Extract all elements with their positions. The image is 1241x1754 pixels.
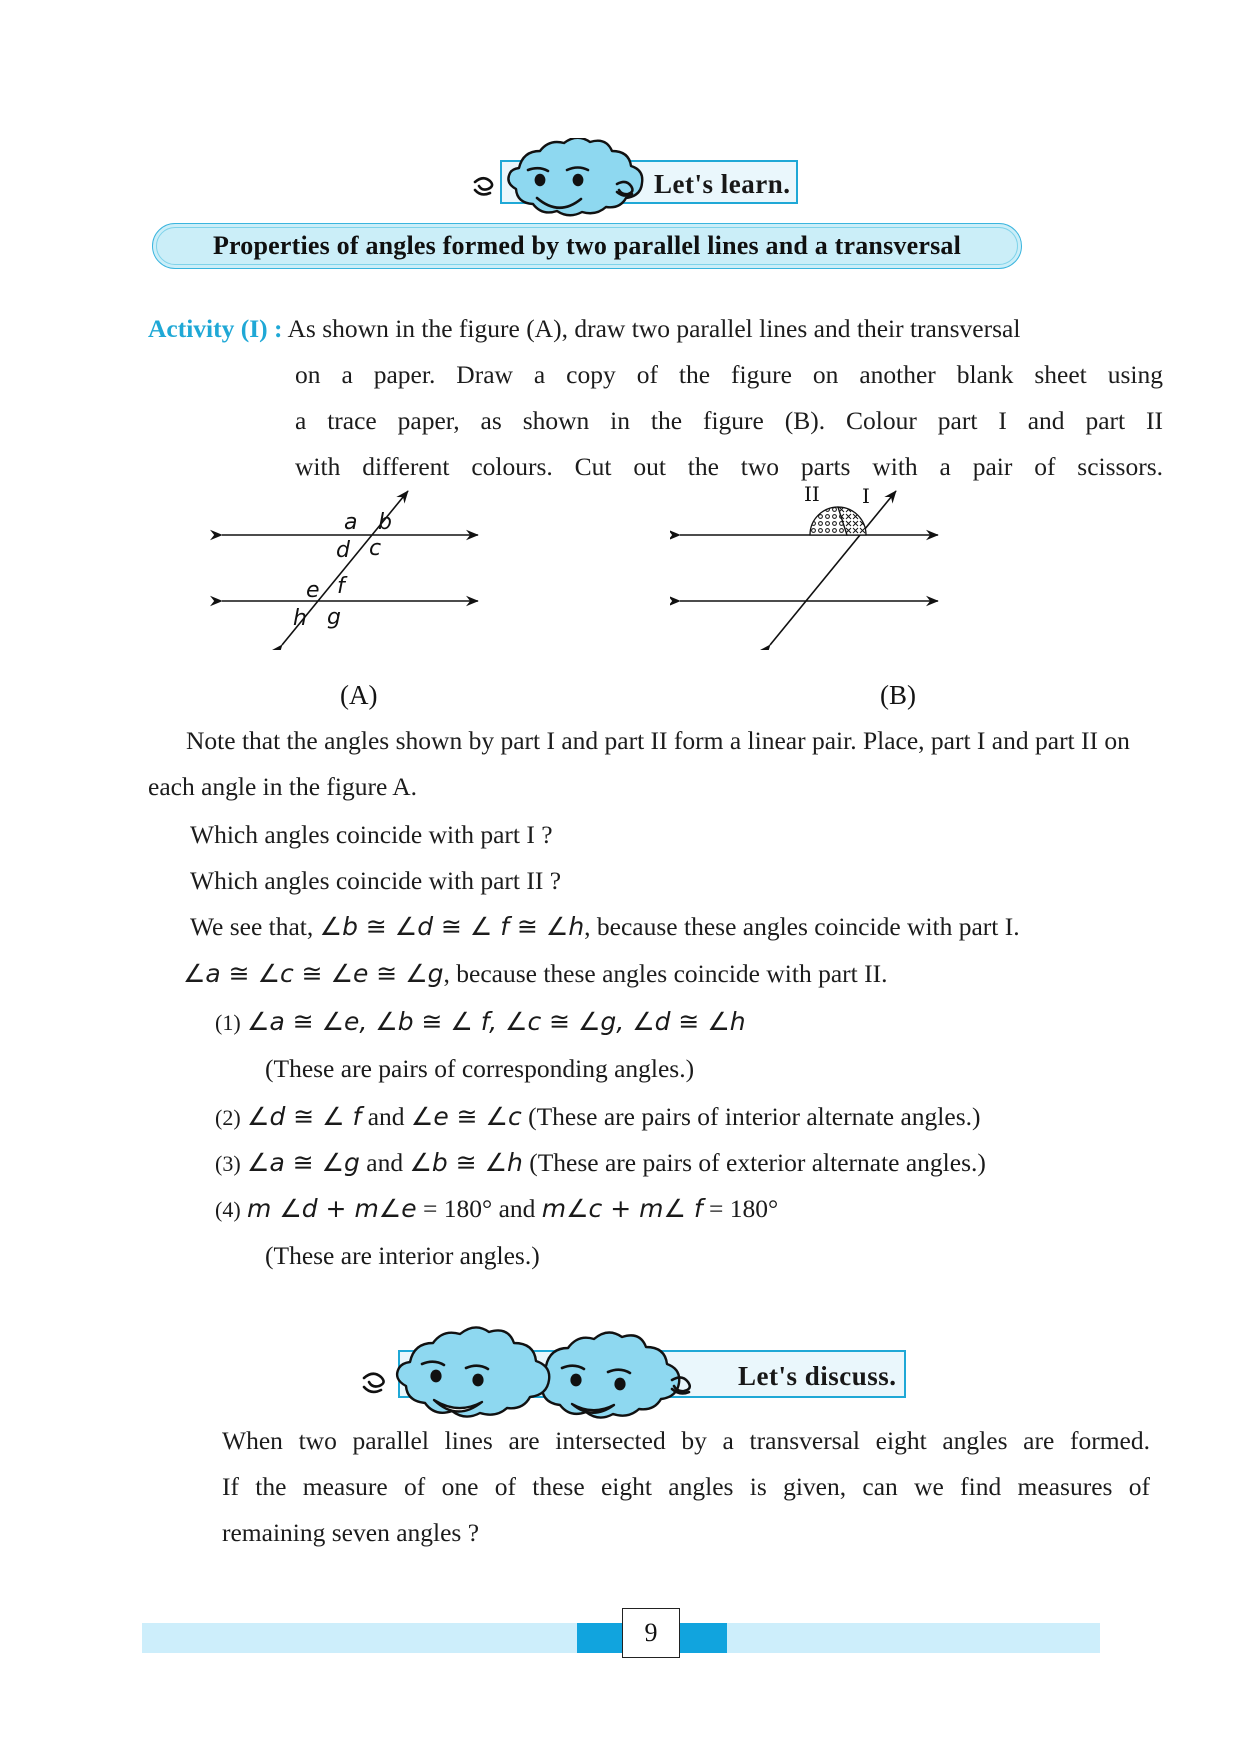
angle-label-g: g — [327, 605, 341, 630]
item-4-conjunction: and — [492, 1194, 542, 1223]
list-item-4-note: (These are interior angles.) — [265, 1241, 540, 1270]
angle-label-f: f — [337, 574, 345, 599]
item-4-math-a: m ∠d + m∠e — [247, 1194, 417, 1223]
section-title-text: Properties of angles formed by two parallel lines and a transversal — [212, 231, 962, 260]
we-see-statement-2 — [183, 951, 887, 997]
angle-label-h: h — [293, 606, 307, 631]
list-item-3 — [215, 1141, 986, 1186]
closing-paragraph-line-3: remaining seven angles ? — [222, 1518, 480, 1547]
closing-paragraph-line-2: If the measure of one of these eight angles is given, can we find measures of — [222, 1472, 1150, 1501]
closing-paragraph-line-1: When two parallel lines are intersected by a transversal eight angles are formed. — [222, 1426, 1150, 1455]
item-4-equals-b: = 180° — [702, 1194, 779, 1223]
lets-discuss-banner — [398, 1350, 906, 1398]
we-see-chain-2: ∠a ≅ ∠c ≅ ∠e ≅ ∠g — [183, 959, 444, 988]
cloud-character-icon — [457, 138, 657, 234]
item-3-conjunction: and — [359, 1148, 410, 1177]
question-part-i: Which angles coincide with part I ? — [190, 820, 553, 849]
angle-label-c: c — [369, 536, 382, 561]
note-paragraph: Note that the angles shown by part I and part II form a linear pair. Place, part I and part II on each angle in the figure A. — [148, 726, 1130, 801]
item-2-math-b: ∠e ≅ ∠c — [410, 1102, 522, 1131]
angle-label-d: d — [336, 538, 350, 563]
list-item-1-note: (These are pairs of corresponding angles.) — [265, 1054, 695, 1083]
item-4-equals-a: = 180° — [416, 1194, 493, 1223]
figure-b-traced-parts-diagram — [670, 485, 980, 650]
list-item-1 — [215, 1000, 746, 1045]
item-2-tail: (These are pairs of interior alternate angles.) — [521, 1102, 981, 1131]
we-see-reason-2: , because these angles coincide with part II. — [443, 959, 888, 988]
item-1-number: (1) — [215, 1010, 241, 1035]
part-label-I: I — [862, 485, 870, 508]
figure-b-caption: (B) — [880, 680, 916, 710]
lets-learn-banner — [500, 160, 798, 204]
activity-paragraph-line-4: with different colours. Cut out the two parts with a pair of scissors. — [295, 452, 1163, 481]
angle-label-e: e — [306, 578, 320, 603]
item-3-tail: (These are pairs of exterior alternate angles.) — [522, 1148, 986, 1177]
item-1-math: ∠a ≅ ∠e, ∠b ≅ ∠ f, ∠c ≅ ∠g, ∠d ≅ ∠h — [247, 1007, 746, 1036]
item-4-number: (4) — [215, 1197, 241, 1222]
activity-line1-text: As shown in the figure (A), draw two parallel lines and their transversal — [287, 314, 1021, 343]
activity-paragraph-line-3: a trace paper, as shown in the figure (B). Colour part I and part II — [295, 406, 1163, 435]
item-3-math-a: ∠a ≅ ∠g — [247, 1148, 360, 1177]
item-2-number: (2) — [215, 1105, 241, 1130]
lets-discuss-label: Let's discuss. — [738, 1361, 897, 1391]
we-see-prefix: We see that, — [190, 912, 314, 941]
angle-label-a: a — [344, 510, 358, 535]
lets-learn-label: Let's learn. — [654, 169, 791, 199]
figure-a-parallel-lines-diagram — [210, 485, 520, 650]
activity-label: Activity (I) : — [148, 314, 283, 343]
item-3-number: (3) — [215, 1151, 241, 1176]
we-see-reason-1: , because these angles coincide with part I. — [584, 912, 1020, 941]
footer-accent-left — [577, 1623, 627, 1653]
footer-accent-right — [677, 1623, 727, 1653]
we-see-chain-1: ∠b ≅ ∠d ≅ ∠ f ≅ ∠h — [319, 912, 585, 941]
page-number-box — [622, 1608, 680, 1658]
list-item-2 — [215, 1095, 980, 1140]
item-4-math-b: m∠c + m∠ f — [541, 1194, 703, 1223]
item-2-math-a: ∠d ≅ ∠ f — [247, 1102, 362, 1131]
angle-label-b: b — [378, 510, 392, 535]
activity-paragraph-line-1 — [148, 306, 1163, 352]
activity-paragraph-line-2: on a paper. Draw a copy of the figure on another blank sheet using — [295, 360, 1163, 389]
we-see-statement-1 — [190, 904, 1020, 950]
figure-a-caption: (A) — [340, 680, 378, 710]
item-2-conjunction: and — [361, 1102, 411, 1131]
section-title-pill — [152, 223, 1022, 269]
item-3-math-b: ∠b ≅ ∠h — [409, 1148, 523, 1177]
list-item-4 — [215, 1187, 778, 1232]
part-label-II: II — [804, 485, 820, 506]
two-cloud-characters-icon — [350, 1314, 750, 1434]
question-part-ii: Which angles coincide with part II ? — [190, 866, 562, 895]
page-number: 9 — [644, 1618, 658, 1647]
